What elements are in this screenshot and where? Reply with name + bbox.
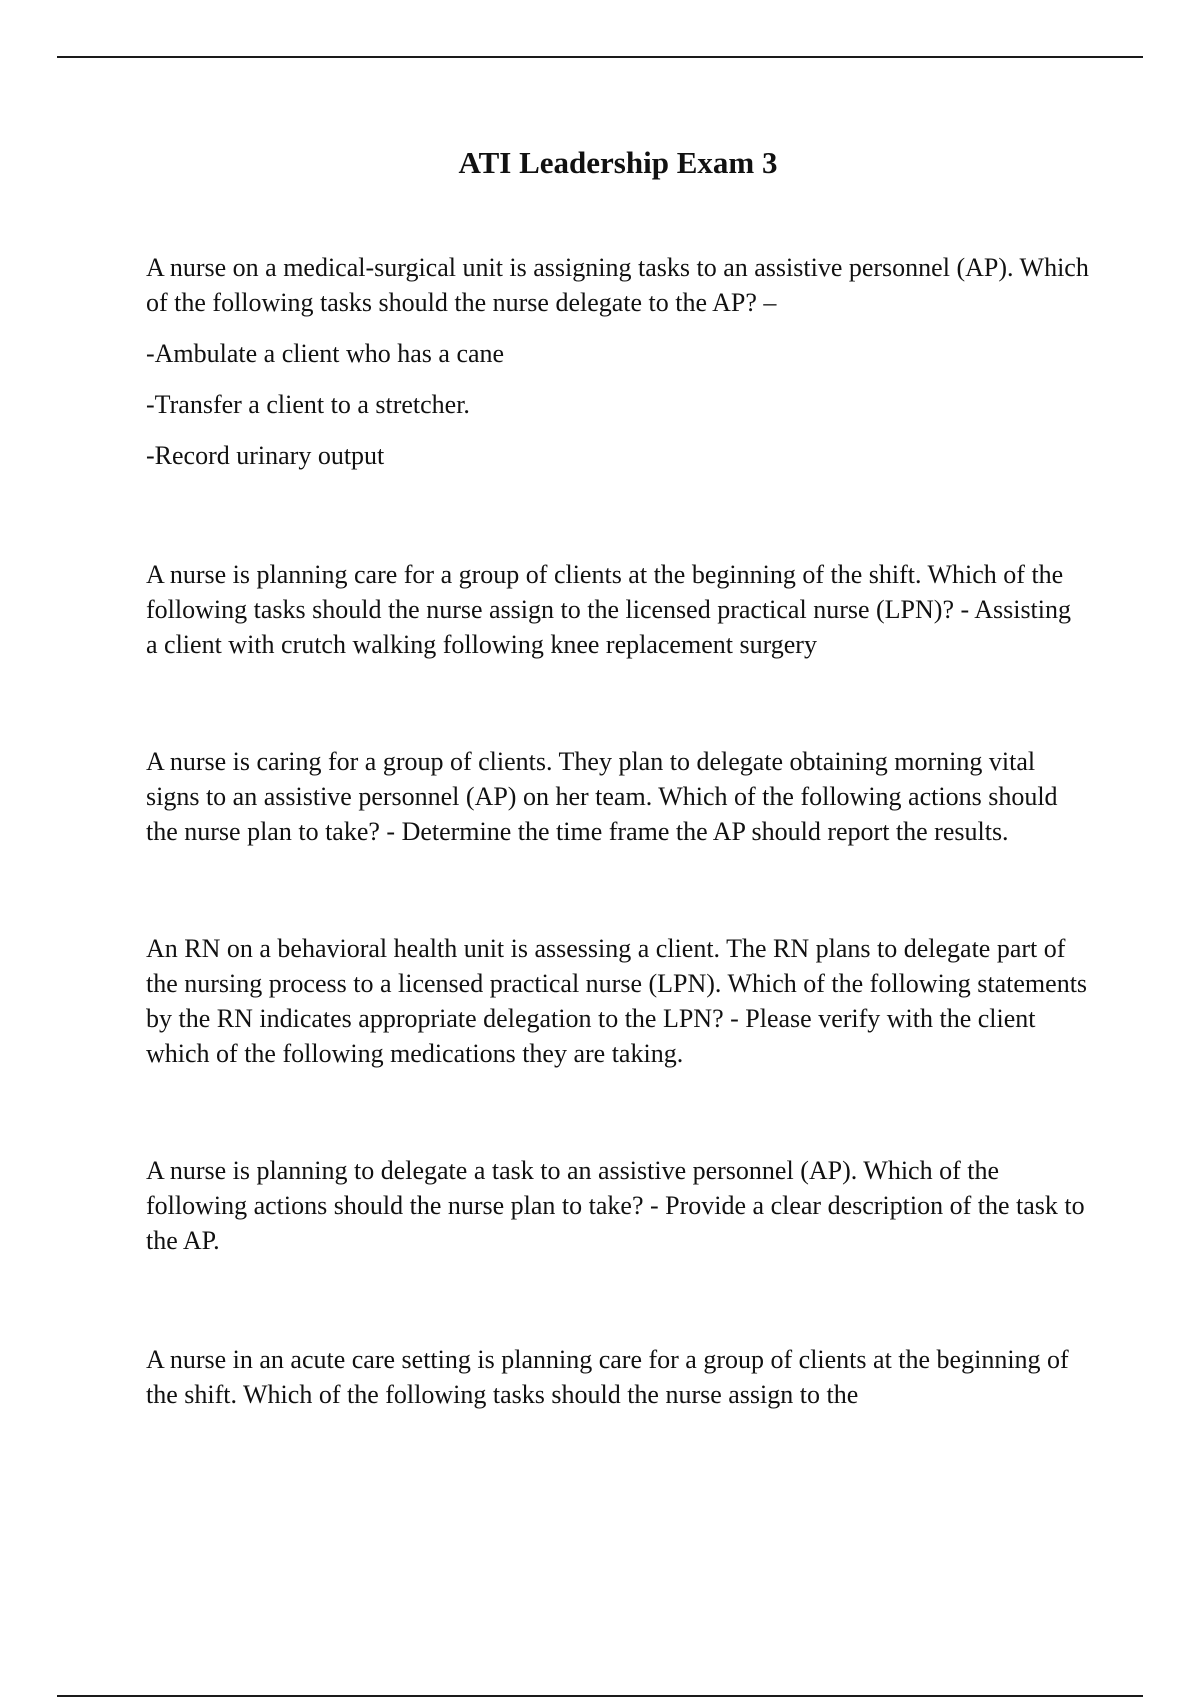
answer-option: -Transfer a client to a stretcher. (146, 390, 470, 419)
document-title: ATI Leadership Exam 3 (458, 145, 778, 180)
question-text: An RN on a behavioral health unit is assessing a client. The RN plans to delegate part of the nursing process to a licensed practical nurse (LPN). Which of the following statements by the RN indicates appropriate delegation to the LPN? - Please verify with the client which of the following medications they are taking. (146, 934, 1088, 1068)
top-rule (57, 56, 1143, 58)
question-text: A nurse is caring for a group of clients. They plan to delegate obtaining morning vital signs to an assistive personnel (AP) on her team. Which of the following actions should the nurse plan to take? - Determine the time frame the AP should report the results. (146, 747, 1058, 846)
question-block-4 (146, 931, 1146, 1071)
question-block-1 (146, 250, 1146, 473)
question-text: A nurse is planning care for a group of clients at the beginning of the shift. Which of the following tasks should the nurse assign to the licensed practical nurse (LPN)? - Assisting a client with crutch walking following knee replacement surgery (146, 560, 1072, 659)
question-text: A nurse is planning to delegate a task to an assistive personnel (AP). Which of the following actions should the nurse plan to take? - Provide a clear description of the task to the AP. (146, 1156, 1085, 1255)
document-body (146, 250, 1146, 1412)
question-block-5 (146, 1153, 1146, 1258)
question-block-2 (146, 557, 1146, 662)
question-text: A nurse on a medical-surgical unit is assigning tasks to an assistive personnel (AP). Which of the following tasks should the nurse delegate to the AP? – (146, 253, 1089, 317)
bottom-rule (57, 1695, 1143, 1697)
question-block-3 (146, 744, 1146, 849)
answer-option: -Ambulate a client who has a cane (146, 339, 505, 368)
question-text: A nurse in an acute care setting is planning care for a group of clients at the beginning of the shift. Which of the following tasks should the nurse assign to the (146, 1345, 1069, 1409)
question-block-6 (146, 1342, 1146, 1412)
answer-option: -Record urinary output (146, 441, 385, 470)
